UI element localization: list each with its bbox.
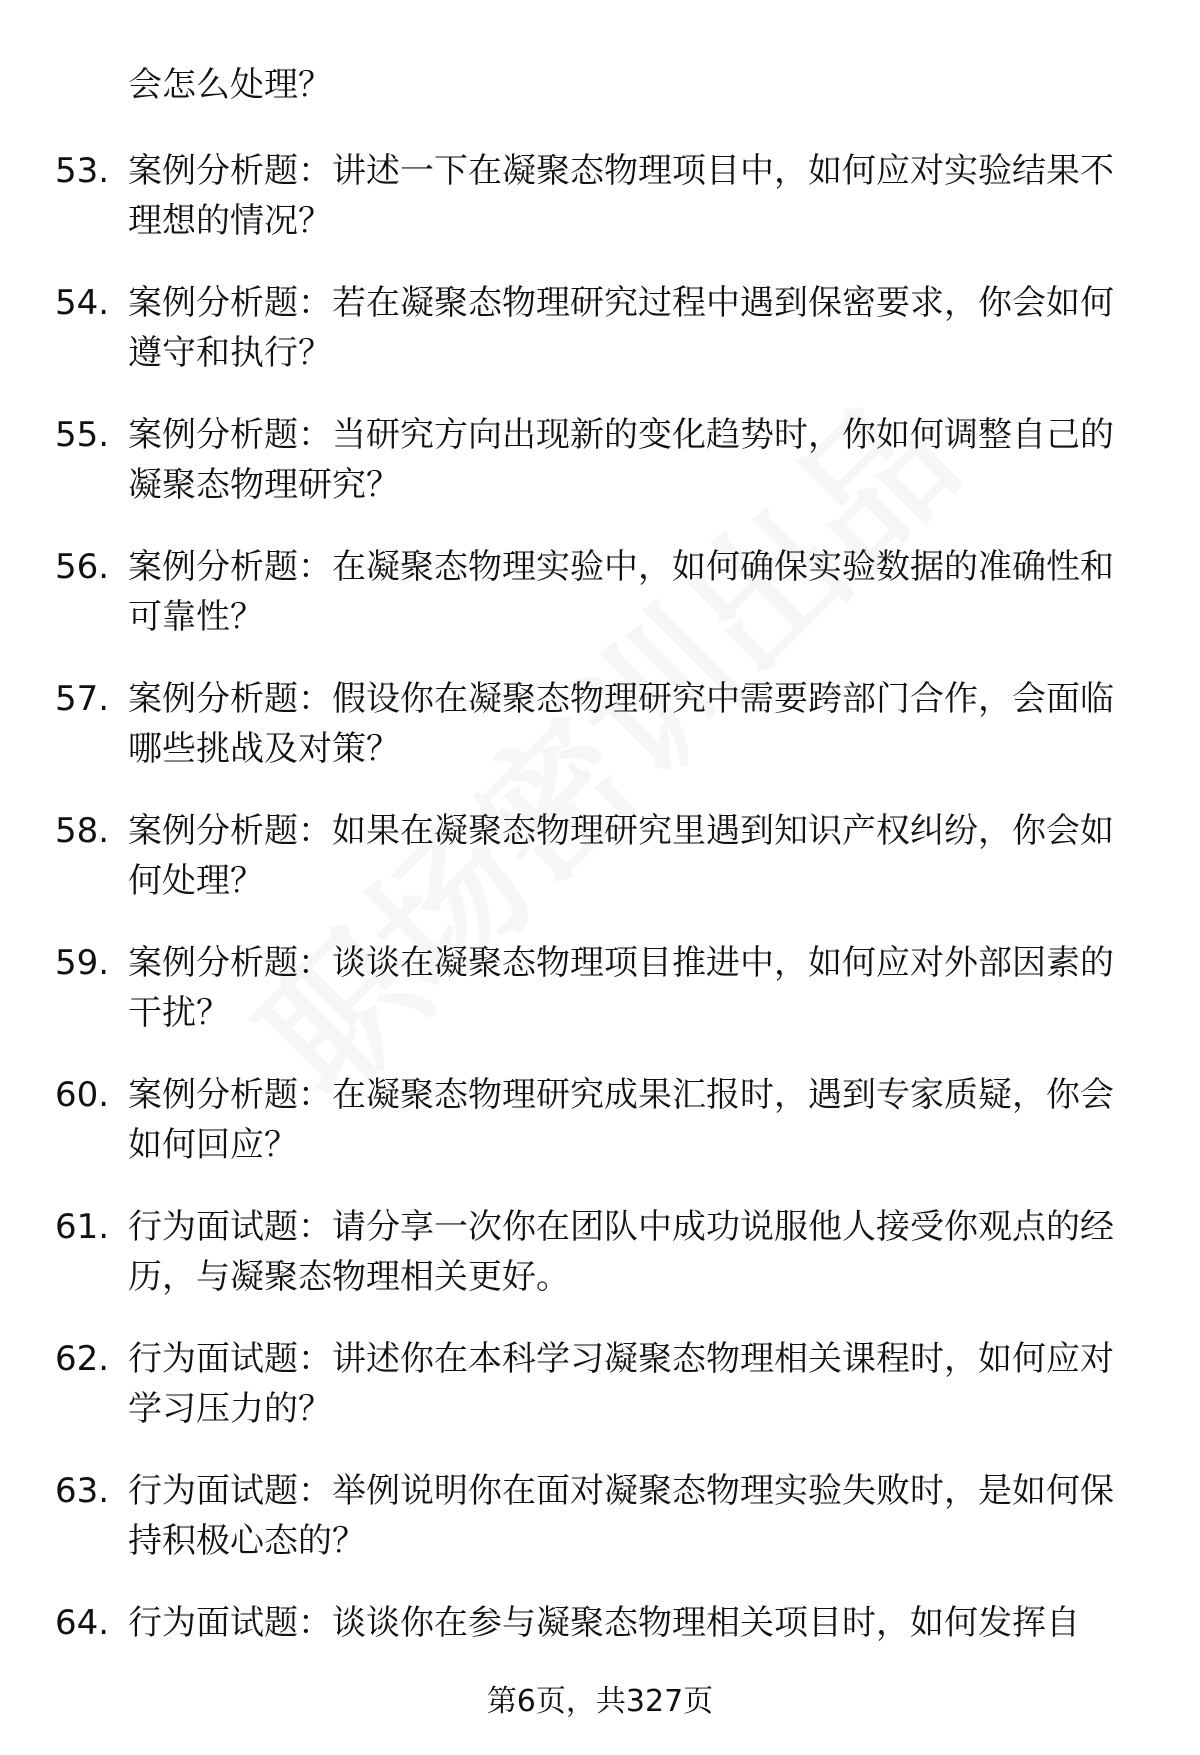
- question-number: 53.: [55, 151, 110, 191]
- question-number: 64.: [55, 1603, 110, 1643]
- question-item: [0, 542, 1200, 642]
- question-number: 63.: [55, 1471, 110, 1511]
- question-text: 案例分析题：在凝聚态物理实验中，如何确保实验数据的准确性和可靠性？: [128, 547, 1114, 637]
- question-item: [0, 1334, 1200, 1434]
- question-number: 57.: [55, 679, 110, 719]
- question-number: 55.: [55, 415, 110, 455]
- question-text: 案例分析题：假设你在凝聚态物理研究中需要跨部门合作，会面临哪些挑战及对策？: [128, 679, 1114, 769]
- question-text: 案例分析题：在凝聚态物理研究成果汇报时，遇到专家质疑，你会如何回应？: [128, 1075, 1114, 1165]
- question-number: 59.: [55, 943, 110, 983]
- question-item: [0, 806, 1200, 906]
- question-text: 案例分析题：当研究方向出现新的变化趋势时，你如何调整自己的凝聚态物理研究？: [128, 415, 1114, 505]
- question-number: 56.: [55, 547, 110, 587]
- question-number: 61.: [55, 1207, 110, 1247]
- question-item: [0, 1202, 1200, 1302]
- question-number: 58.: [55, 811, 110, 851]
- page-footer: 第6页，共327页: [486, 1684, 714, 1719]
- question-item: [0, 278, 1200, 378]
- question-item: [0, 1466, 1200, 1566]
- question-text: 行为面试题：讲述你在本科学习凝聚态物理相关课程时，如何应对学习压力的？: [128, 1339, 1114, 1429]
- question-text: 案例分析题：讲述一下在凝聚态物理项目中，如何应对实验结果不理想的情况？: [128, 151, 1114, 241]
- question-text: 行为面试题：请分享一次你在团队中成功说服他人接受你观点的经历，与凝聚态物理相关更好。: [128, 1207, 1114, 1297]
- question-item: [0, 938, 1200, 1038]
- question-list: [0, 146, 1200, 1680]
- question-number: 60.: [55, 1075, 110, 1115]
- question-item: [0, 146, 1200, 246]
- continued-question-text: 会怎么处理？: [128, 65, 332, 105]
- question-item: [0, 1070, 1200, 1170]
- question-number: 62.: [55, 1339, 110, 1379]
- question-item: [0, 1598, 1200, 1648]
- question-text: 案例分析题：如果在凝聚态物理研究里遇到知识产权纠纷，你会如何处理？: [128, 811, 1114, 901]
- question-text: 行为面试题：举例说明你在面对凝聚态物理实验失败时，是如何保持积极心态的？: [128, 1471, 1114, 1561]
- question-item: [0, 410, 1200, 510]
- question-item: [0, 674, 1200, 774]
- question-text: 案例分析题：谈谈在凝聚态物理项目推进中，如何应对外部因素的干扰？: [128, 943, 1114, 1033]
- question-text: 行为面试题：谈谈你在参与凝聚态物理相关项目时，如何发挥自: [128, 1603, 1080, 1643]
- question-number: 54.: [55, 283, 110, 323]
- question-text: 案例分析题：若在凝聚态物理研究过程中遇到保密要求，你会如何遵守和执行？: [128, 283, 1114, 373]
